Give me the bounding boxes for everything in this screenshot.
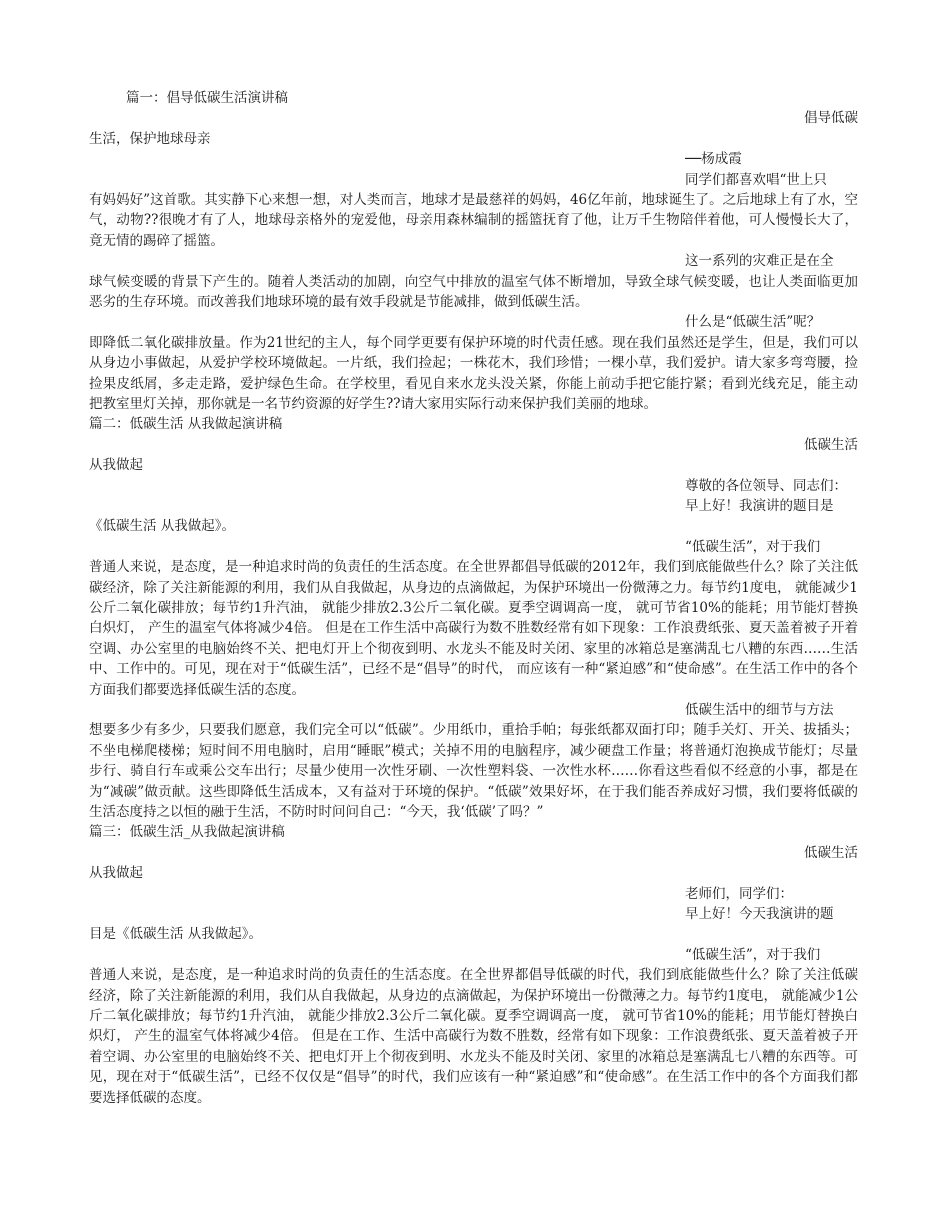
document-body xyxy=(89,88,858,1108)
section-1-subtitle-part-a: 倡导低碳 xyxy=(804,110,858,127)
section-1-paragraph-1: 有妈妈好”这首歌。其实静下心来想一想，对人类而言，地球才是最慈祥的妈妈，46亿年前，地球诞生了。之后地球上有了水，空气，动物??很晚才有了人，地球母亲格外的宠爱他，母亲用森林编制的摇篮抚育了他，让万千生物陪伴着他，可人慢慢长大了，竟无情的踢碎了摇篮。 xyxy=(89,191,858,249)
section-2-title: 篇二：低碳生活 从我做起演讲稿 xyxy=(89,416,283,433)
section-2-paragraph-1-lead: “低碳生活”，对于我们 xyxy=(685,538,821,555)
section-1-paragraph-1-lead: 同学们都喜欢唱“世上只 xyxy=(685,171,827,188)
section-2-paragraph-2-lead: 低碳生活中的细节与方法 xyxy=(685,701,834,718)
section-1-title: 篇一：倡导低碳生活演讲稿 xyxy=(126,90,288,106)
section-3-subtitle-part-a: 低碳生活 xyxy=(804,844,858,861)
section-2-subtitle-part-b: 从我做起 xyxy=(89,457,143,474)
section-2-intro: 《低碳生活 从我做起》。 xyxy=(89,518,236,535)
section-3-intro: 目是《低碳生活 从我做起》。 xyxy=(89,926,263,943)
section-3-subtitle-part-b: 从我做起 xyxy=(89,865,143,882)
section-1-paragraph-2-lead: 这一系列的灾难正是在全 xyxy=(685,253,834,270)
section-3-greeting: 老师们，同学们： xyxy=(685,885,793,902)
section-1-author: ──杨成霞 xyxy=(685,151,742,168)
section-3-paragraph-1: 普通人来说，是态度，是一种追求时尚的负责任的生活态度。在全世界都倡导低碳的时代，我们到底能做些什么？除了关注低碳经济，除了关注新能源的利用，我们从自我做起，从身边的点滴做起，为保护环境出一份微薄之力。每节约1度电， 就能减少1公斤二氧化碳排放；每节约1升汽油， 就能少排放2.3公斤二氧化碳。夏季空调调高一度， 就可节省10%的能耗；用节能灯替换白炽灯， 产生的温室气体将减少4倍。 但是在工作、生活中高碳行为数不胜数，经常有如下现象：工作浪费纸张、夏天盖着被子开着空调、办公室里的电脑始终不关、把电灯开上个彻夜到明、水龙头不能及时关闭、家里的冰箱总是塞满乱七八糟的东西等。可见，现在对于“低碳生活”，已经不仅仅是“倡导”的时代，我们应该有一种“紧迫感”和“使命感”。在生活工作中的各个方面我们都要选择低碳的态度。 xyxy=(89,967,858,1106)
section-1-paragraph-2: 球气候变暖的背景下产生的。随着人类活动的加剧，向空气中排放的温室气体不断增加，导致全球气候变暖，也让人类面临更加恶劣的生存环境。而改善我们地球环境的最有效手段就是节能减排，做到低碳生活。 xyxy=(89,273,858,310)
section-3-intro-lead: 早上好！今天我演讲的题 xyxy=(685,905,834,922)
section-2-paragraph-2: 想要多少有多少，只要我们愿意，我们完全可以“低碳”。少用纸巾，重拾手帕；每张纸都双面打印；随手关灯、开关、拔插头；不坐电梯爬楼梯；短时间不用电脑时，启用“睡眠”模式；关掉不用的电脑程序，减少硬盘工作量；将普通灯泡换成节能灯；尽量步行、骑自行车或乘公交车出行；尽量少使用一次性牙刷、一次性塑料袋、一次性水杯……你看这些看似不经意的小事，都是在为“减碳”做贡献。这些即降低生活成本，又有益对于环境的保护。“低碳”效果好坏，在于我们能否养成好习惯，我们要将低碳的生活态度持之以恒的融于生活，不防时时问问自己：“今天，我‘低碳’了吗？” xyxy=(89,722,858,820)
section-1-subtitle-part-b: 生活，保护地球母亲 xyxy=(89,130,211,147)
section-1-paragraph-3: 即降低二氧化碳排放量。作为21世纪的主人，每个同学更要有保护环境的时代责任感。现在我们虽然还是学生，但是，我们可以从身边小事做起，从爱护学校环境做起。一片纸，我们捡起；一株花木，我们珍惜；一棵小草，我们爱护。请大家多弯弯腰，捡捡果皮纸屑，多走走路，爱护绿色生命。在学校里，看见自来水龙头没关紧，你能上前动手把它能拧紧；看到光线充足，能主动把教室里灯关掉，那你就是一名节约资源的好学生??请大家用实际行动来保护我们美丽的地球。 xyxy=(89,334,858,412)
section-2-greeting: 尊敬的各位领导、同志们： xyxy=(685,477,847,494)
section-3-title: 篇三：低碳生活_从我做起演讲稿 xyxy=(89,824,285,841)
section-2-intro-lead: 早上好！我演讲的题目是 xyxy=(685,497,834,514)
section-2-subtitle-part-a: 低碳生活 xyxy=(804,436,858,453)
section-3-paragraph-1-lead: “低碳生活”，对于我们 xyxy=(685,946,821,963)
section-2-paragraph-1: 普通人来说，是态度，是一种追求时尚的负责任的生活态度。在全世界都倡导低碳的2012年，我们到底能做些什么？除了关注低碳经济，除了关注新能源的利用，我们从自我做起，从身边的点滴做起，为保护环境出一份微薄之力。每节约1度电， 就能减少1公斤二氧化碳排放；每节约1升汽油， 就能少排放2.3公斤二氧化碳。夏季空调调高一度， 就可节省10%的能耗；用节能灯替换白炽灯， 产生的温室气体将减少4倍。 但是在工作生活中高碳行为数不胜数经常有如下现象：工作浪费纸张、夏天盖着被子开着空调、办公室里的电脑始终不关、把电灯开上个彻夜到明、水龙头不能及时关闭、家里的冰箱总是塞满乱七八糟的东西……生活中、工作中的。可见，现在对于“低碳生活”，已经不是“倡导”的时代， 而应该有一种“紧迫感”和“使命感”。在生活工作中的各个方面我们都要选择低碳生活的态度。 xyxy=(89,559,858,698)
section-1-paragraph-3-lead: 什么是“低碳生活”呢？ xyxy=(685,314,821,331)
